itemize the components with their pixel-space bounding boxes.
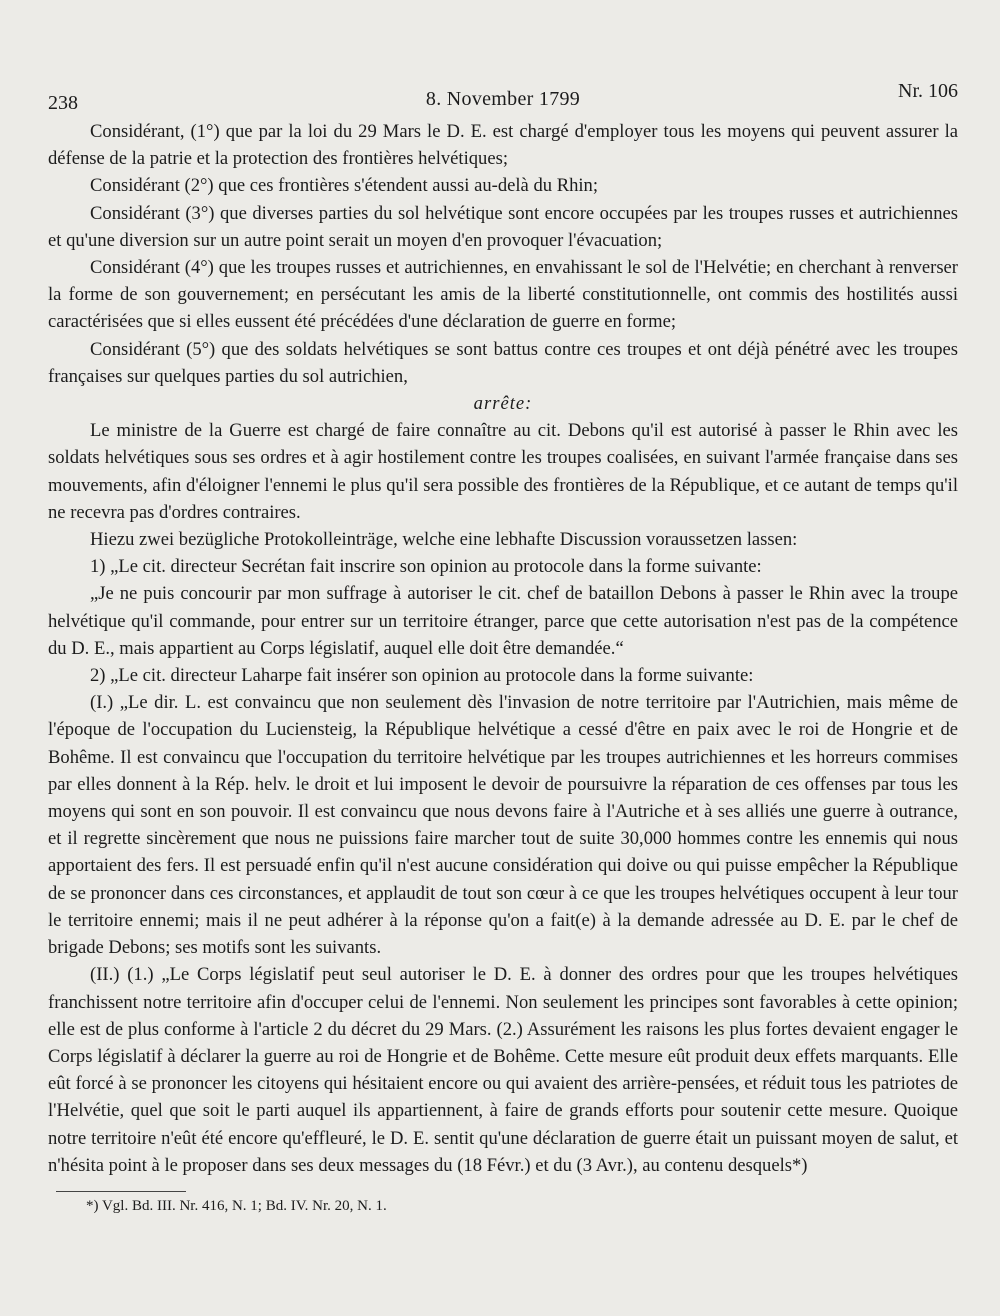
page-header (48, 78, 958, 118)
paragraph-hiezu: Hiezu zwei bezügliche Protokolleinträge, welche eine lebhafte Discussion voraussetzen lassen: (90, 529, 798, 551)
paragraph-laharpe-part-1: (I.) „Le dir. L. est convaincu que non seulement dès l'invasion de notre territoire par l'Autrichien, mais même de l'époque de l'occupation du Luciensteig, la République helvétique a cessé d'être en paix avec le roi de Hongrie et de Bohême. Il est convaincu que l'occupation du territoire helvétique par les troupes autrichiennes et les horreurs commises par elles donnent à la Rép. helv. le droit et lui imposent le devoir de poursuivre la réparation de ces offenses par tous les moyens qui sont en son pouvoir. Il est convaincu que nous devons faire à l'Autriche et à ses alliés une guerre à outrance, et il regrette sincèrement que nous ne puissions faire marcher tout de suite 30,000 hommes contre les ennemis qui nous apportaient des fers. Il est persuadé enfin qu'il n'est aucune considération qui doive ou qui puisse empêcher la République de se prononcer dans ces circonstances, et applaudit de tout son cœur à ce que les troupes helvétiques occupent à leur tour le territoire ennemi; mais il ne peut adhérer à la réponse qu'on a fait(e) à la demande adressée au D. E. par le chef de brigade Debons; ses motifs sont les suivants. (48, 692, 958, 959)
footnote-divider (56, 1191, 186, 1192)
paragraph-considerant-3: Considérant (3°) que diverses parties du sol helvétique sont encore occupées par les troupes russes et autrichiennes et qu'une diversion sur un autre point serait un moyen d'en provoquer l'évacuation; (48, 202, 958, 251)
paragraph-decision: Le ministre de la Guerre est chargé de faire connaître au cit. Debons qu'il est autorisé à passer le Rhin avec les soldats helvétiques sous ses ordres et à agir hostilement contre les troupes coalisées, en suivant l'armée française dans ses mouvements, afin d'éloigner l'ennemi le plus qu'il sera possible des frontières de la République, et ce autant de temps qu'il ne recevra pas d'ordres contraires. (48, 420, 958, 523)
paragraph-secretan-intro: 1) „Le cit. directeur Secrétan fait inscrire son opinion au protocole dans la forme suivante: (90, 556, 762, 578)
paragraph-secretan-opinion: „Je ne puis concourir par mon suffrage à autoriser le cit. chef de bataillon Debons à passer le Rhin avec la troupe helvétique qu'il commande, pour entrer sur un territoire étranger, parce que cette autorisation n'est pas de la compétence du D. E., mais appartient au Corps législatif, auquel elle doit être demandée.“ (48, 583, 958, 659)
paragraph-laharpe-intro: 2) „Le cit. directeur Laharpe fait insérer son opinion au protocole dans la forme suivante: (90, 665, 754, 687)
header-date: 8. November 1799 (425, 88, 581, 110)
paragraph-laharpe-part-2: (II.) (1.) „Le Corps législatif peut seul autoriser le D. E. à donner des ordres pour que les troupes helvétiques franchissent notre territoire afin d'occuper celui de l'ennemi. Non seulement les principes sont favorables à cette opinion; elle est de plus conforme à l'article 2 du décret du 29 Mars. (2.) Assurément les raisons les plus fortes devaient engager le Corps législatif à déclarer la guerre au roi de Hongrie et de Bohême. Cette mesure eût produit deux effets marquants. Elle eût forcé à se prononcer les citoyens qui hésitaient encore ou qui avaient des arrière-pensées, et réduit tous les patriotes de l'Helvétie, quel que soit le parti auquel ils appartiennent, à faire de grands efforts pour soutenir cette mesure. Quoique notre territoire n'eût été encore qu'effleuré, le D. E. sentit qu'une déclaration de guerre était un puissant moyen de salut, et n'hésita point à le proposer dans ses deux messages du (18 Févr.) et du (3 Avr.), au contenu desquels*) (48, 964, 958, 1176)
body-text (48, 118, 958, 1179)
document-number: Nr. 106 (898, 80, 958, 102)
paragraph-considerant-5: Considérant (5°) que des soldats helvétiques se sont battus contre ces troupes et ont déjà pénétré avec les troupes françaises sur quelques parties du sol autrichien, (48, 338, 958, 387)
arrete-heading: arrête: (473, 393, 533, 415)
paragraph-considerant-2: Considérant (2°) que ces frontières s'étendent aussi au-delà du Rhin; (90, 175, 599, 197)
paragraph-considerant-4: Considérant (4°) que les troupes russes et autrichiennes, en envahissant le sol de l'Helvétie; en cherchant à renverser la forme de son gouvernement; en persécutant les amis de la liberté constitutionnelle, ont commis des hostilités aussi caractérisées que si elles eussent été précédées d'une déclaration de guerre en forme; (48, 257, 958, 333)
page-number: 238 (48, 92, 78, 114)
footnote: *) Vgl. Bd. III. Nr. 416, N. 1; Bd. IV. Nr. 20, N. 1. (86, 1197, 387, 1214)
paragraph-considerant-1: Considérant, (1°) que par la loi du 29 Mars le D. E. est chargé d'employer tous les moyens qui peuvent assurer la défense de la patrie et la protection des frontières helvétiques; (48, 121, 958, 170)
